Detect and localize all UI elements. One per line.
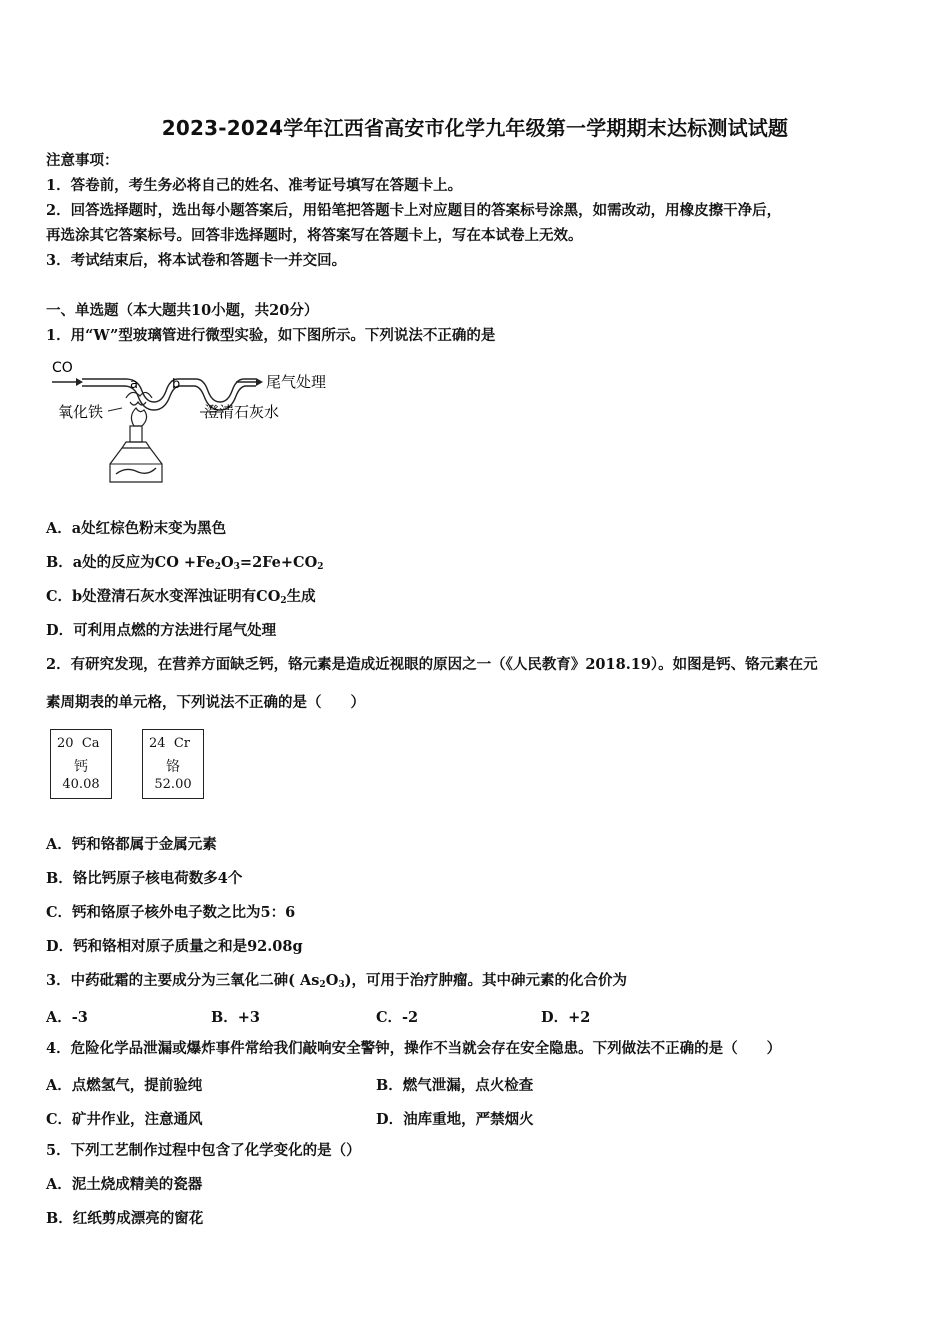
q1-stem: 1．用“W”型玻璃管进行微型实验，如下图所示。下列说法不正确的是: [46, 327, 496, 344]
q2-stem-line1: 2．有研究发现，在营养方面缺乏钙，铬元素是造成近视眼的原因之一（《人民教育》2018.19）。如图是钙、铬元素在元: [46, 656, 818, 673]
q4-option-d[interactable]: D．油库重地，严禁烟火: [376, 1111, 534, 1128]
q3-option-a[interactable]: A．-3: [46, 1009, 88, 1026]
notice-item-1: 1．答卷前，考生务必将自己的姓名、准考证号填写在答题卡上。: [46, 177, 463, 194]
label-co: CO: [52, 360, 73, 376]
q1-option-b[interactable]: B．a处的反应为CO $+Fe_2O_3=2Fe+CO_2$: [46, 554, 324, 572]
notice-item-2-cont: 再选涂其它答案标号。回答非选择题时，将答案写在答题卡上，写在本试卷上无效。: [46, 227, 583, 244]
q5-option-b[interactable]: B．红纸剪成漂亮的窗花: [46, 1210, 204, 1227]
q1-option-d[interactable]: D．可利用点燃的方法进行尾气处理: [46, 622, 277, 639]
label-limewater: 澄清石灰水: [204, 403, 280, 421]
page-title: 2023-2024学年江西省高安市化学九年级第一学期期末达标测试试题: [161, 116, 789, 140]
label-b: b: [172, 377, 181, 392]
q1-option-a[interactable]: A．a处红棕色粉末变为黑色: [46, 520, 227, 537]
notice-heading: 注意事项：: [46, 152, 119, 169]
q1-option-c[interactable]: C．b处澄清石灰水变浑浊证明有$CO_2$生成: [46, 588, 316, 606]
calcium-mass: 40.08: [62, 777, 100, 792]
chromium-number-symbol: 24 Cr: [149, 736, 190, 751]
q2-option-a[interactable]: A．钙和铬都属于金属元素: [46, 836, 217, 853]
periodic-cell-calcium: [50, 729, 112, 799]
q3-stem: 3．中药砒霜的主要成分为三氧化二砷( $As_2O_3$)，可用于治疗肿瘤。其中砷元素的化合价为: [46, 972, 627, 990]
label-iron-oxide: 氧化铁: [58, 403, 104, 421]
notice-item-3: 3．考试结束后，将本试卷和答题卡一并交回。: [46, 252, 347, 269]
w-tube-apparatus-diagram: [46, 356, 346, 492]
q2-stem-line2: 素周期表的单元格，下列说法不正确的是（ ）: [46, 694, 365, 711]
calcium-number-symbol: 20 Ca: [57, 736, 100, 751]
q5-option-a[interactable]: A．泥土烧成精美的瓷器: [46, 1176, 203, 1193]
q2-option-c[interactable]: C．钙和铬原子核外电子数之比为5：6: [46, 904, 296, 921]
chromium-mass: 52.00: [154, 777, 192, 792]
q3-option-b[interactable]: B．+3: [211, 1009, 260, 1026]
chromium-name: 铬: [166, 759, 180, 775]
q2-option-d[interactable]: D．钙和铬相对原子质量之和是92.08g: [46, 938, 303, 955]
periodic-cell-chromium: [142, 729, 204, 799]
q3-option-c[interactable]: C．-2: [376, 1009, 419, 1026]
q4-option-c[interactable]: C．矿井作业，注意通风: [46, 1111, 203, 1128]
q2-option-b[interactable]: B．铬比钙原子核电荷数多4个: [46, 870, 243, 887]
calcium-name: 钙: [74, 759, 88, 775]
label-tail-gas: 尾气处理: [266, 373, 327, 391]
label-a: a: [130, 377, 138, 392]
section-heading: 一、单选题（本大题共10小题，共20分）: [46, 302, 319, 319]
q4-option-b[interactable]: B．燃气泄漏，点火检查: [376, 1077, 534, 1094]
q5-stem: 5．下列工艺制作过程中包含了化学变化的是（）: [46, 1142, 361, 1159]
q3-option-d[interactable]: D．+2: [541, 1009, 591, 1026]
q4-stem: 4．危险化学品泄漏或爆炸事件常给我们敲响安全警钟，操作不当就会存在安全隐患。下列做法不正确的是（ ）: [46, 1040, 782, 1057]
q4-option-a[interactable]: A．点燃氢气，提前验纯: [46, 1077, 203, 1094]
notice-item-2: 2．回答选择题时，选出每小题答案后，用铅笔把答题卡上对应题目的答案标号涂黑，如需改动，用橡皮擦干净后，: [46, 202, 782, 219]
